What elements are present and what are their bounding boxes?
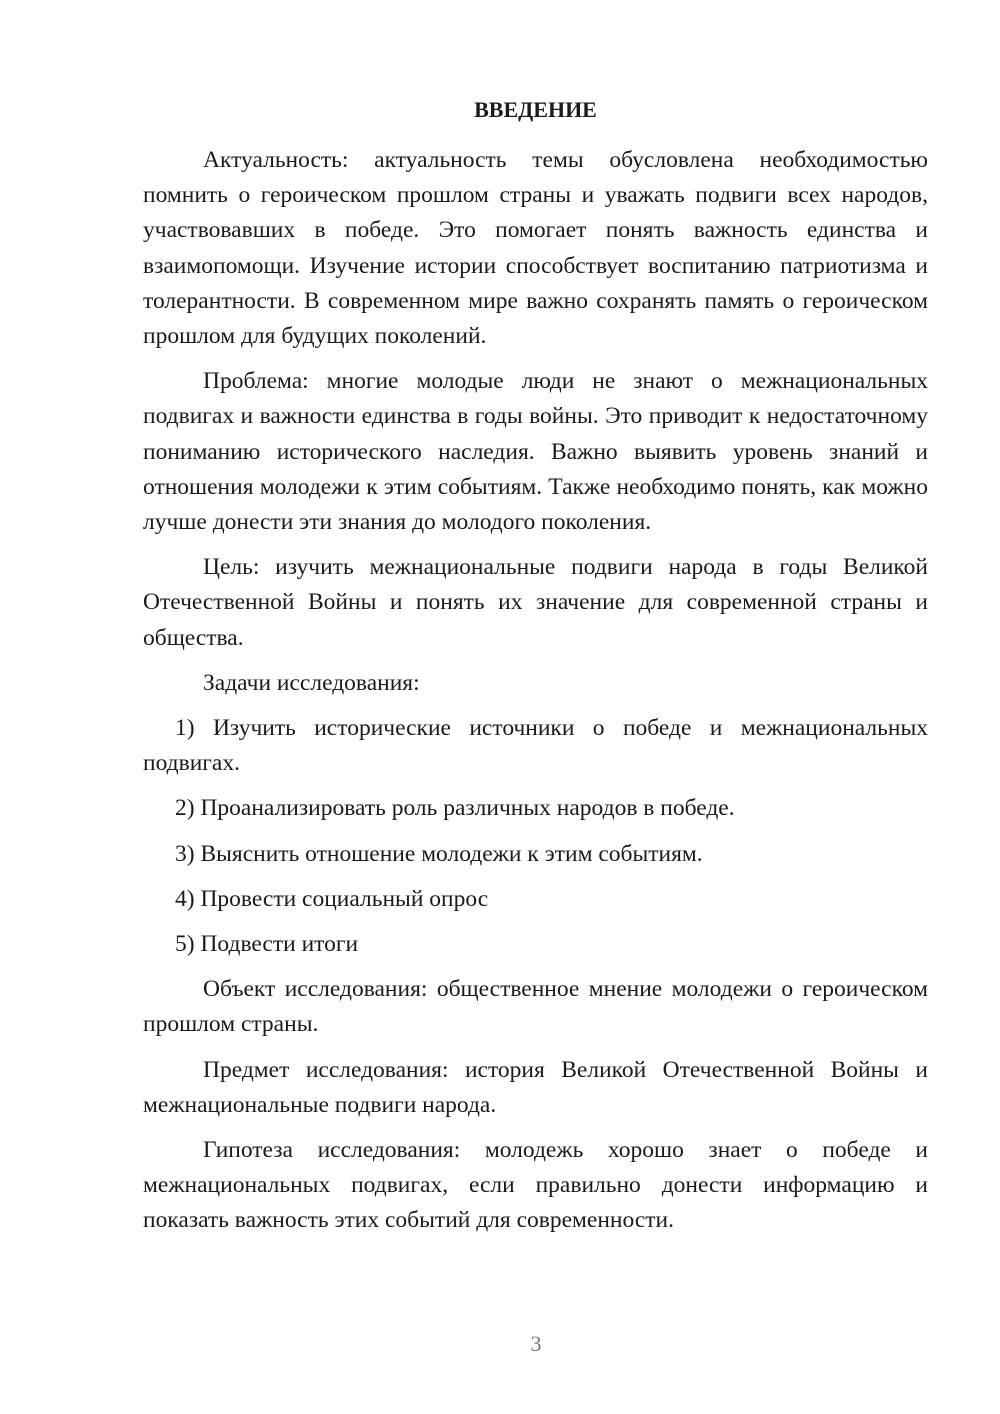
task-item-5: 5) Подвести итоги: [175, 931, 359, 958]
task-item-1: 1) Изучить исторические источники о победе и межнациональных подвигах.: [143, 715, 928, 777]
page-title: ВВЕДЕНИЕ: [474, 97, 597, 122]
paragraph-problem: Проблема: многие молодые люди не знают о межнациональных подвигах и важности единства в годы войны. Это приводит к недостаточному пониманию исторического наследия. Важно выявить уровень знаний и отношения молодежи к этим событиям. Также необходимо понять, как можно лучше донести эти знания до молодого поколения.: [143, 368, 928, 536]
paragraph-goal: Цель: изучить межнациональные подвиги народа в годы Великой Отечественной Войны и понять их значение для современной страны и общества.: [143, 554, 928, 651]
paragraph-relevance: Актуальность: актуальность темы обусловлена необходимостью помнить о героическом прошлом страны и уважать подвиги всех народов, участвовавших в победе. Это помогает понять важность единства и взаимопомощи. Изучение истории способствует воспитанию патриотизма и толерантности. В современном мире важно сохранять память о героическом прошлом для будущих поколений.: [143, 147, 928, 350]
document-body: [143, 92, 928, 1249]
task-item-2: 2) Проанализировать роль различных народов в победе.: [175, 795, 735, 822]
task-item-3: 3) Выяснить отношение молодежи к этим событиям.: [175, 840, 703, 867]
paragraph-subject: Предмет исследования: история Великой Отечественной Войны и межнациональные подвиги народа.: [143, 1056, 928, 1118]
task-item-4: 4) Провести социальный опрос: [175, 885, 489, 912]
tasks-heading: Задачи исследования:: [203, 669, 420, 696]
paragraph-hypothesis: Гипотеза исследования: молодежь хорошо знает о победе и межнациональных подвигах, если правильно донести информацию и показать важность этих событий для современности.: [143, 1137, 928, 1234]
page-number: 3: [530, 1331, 542, 1356]
paragraph-object: Объект исследования: общественное мнение молодежи о героическом прошлом страны.: [143, 976, 928, 1038]
